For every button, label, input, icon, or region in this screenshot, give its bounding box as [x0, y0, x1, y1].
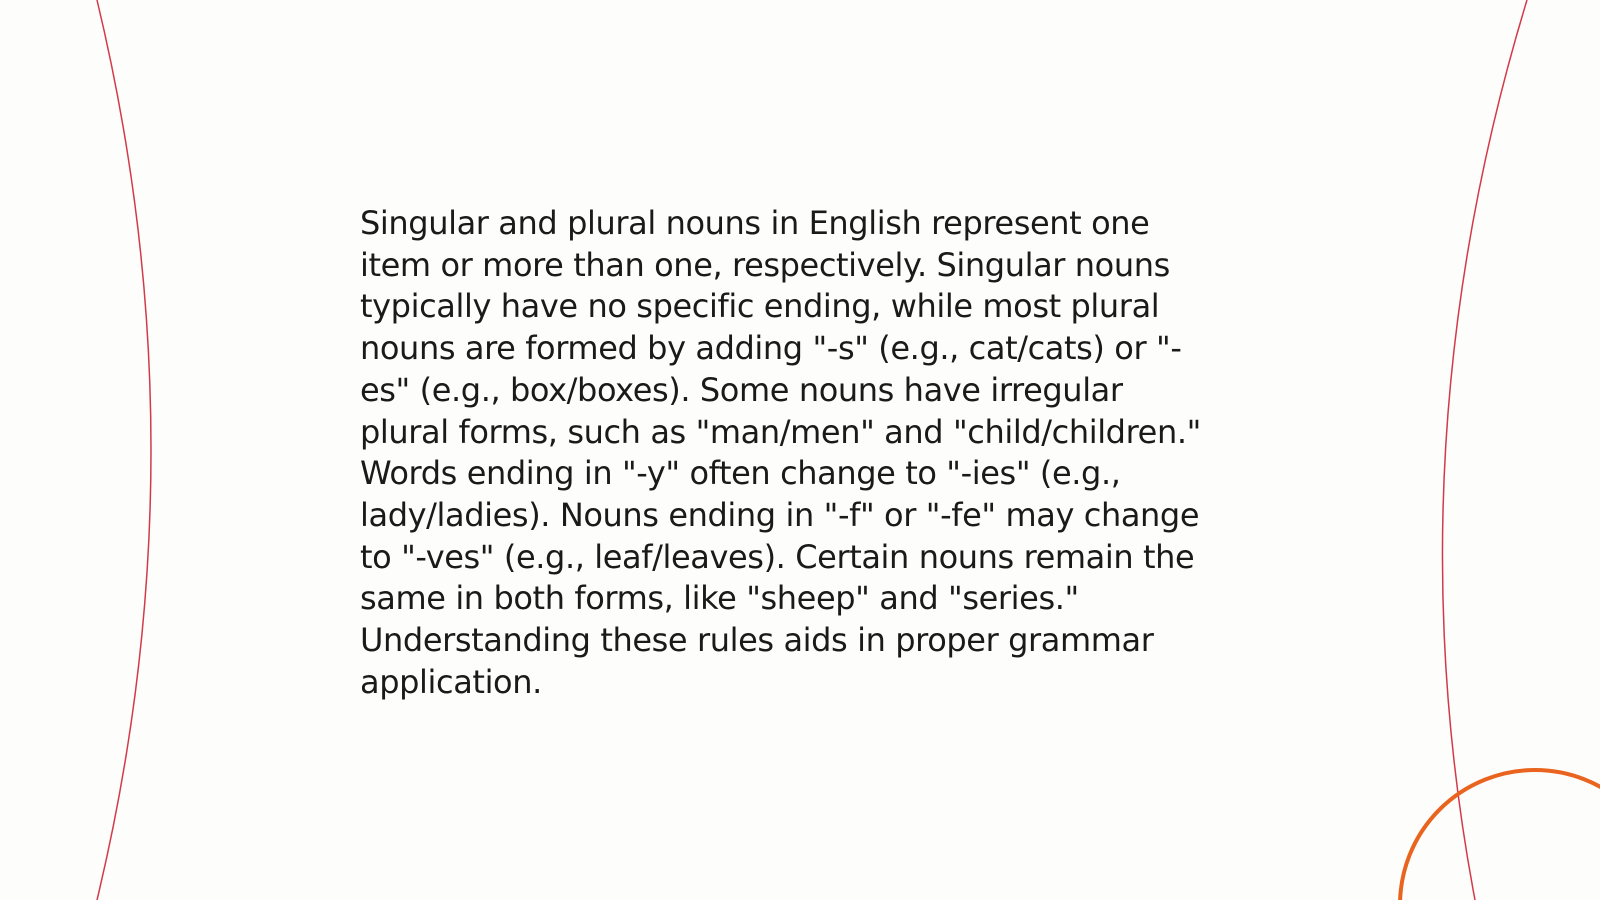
body-line: to "-ves" (e.g., leaf/leaves). Certain nouns remain the [360, 537, 1195, 576]
body-line: Understanding these rules aids in proper grammar [360, 621, 1154, 660]
body-line: es" (e.g., box/boxes). Some nouns have irregular [360, 370, 1123, 409]
body-line: typically have no specific ending, while most plural [360, 287, 1160, 326]
left-arc-line [97, 0, 151, 900]
body-line: application. [360, 662, 542, 701]
body-line: same in both forms, like "sheep" and "series." [360, 579, 1079, 618]
body-line: nouns are formed by adding "-s" (e.g., cat/cats) or "- [360, 329, 1182, 368]
orange-circle-outline [1400, 770, 1600, 900]
right-arc-line [1442, 0, 1527, 900]
body-line: Singular and plural nouns in English represent one [360, 204, 1150, 242]
body-line: item or more than one, respectively. Singular nouns [360, 245, 1170, 284]
body-line: plural forms, such as "man/men" and "child/children." [360, 412, 1201, 451]
slide-body-text [360, 203, 1240, 703]
body-line: Words ending in "-y" often change to "-ies" (e.g., [360, 454, 1121, 493]
body-line: lady/ladies). Nouns ending in "-f" or "-fe" may change [360, 495, 1200, 534]
